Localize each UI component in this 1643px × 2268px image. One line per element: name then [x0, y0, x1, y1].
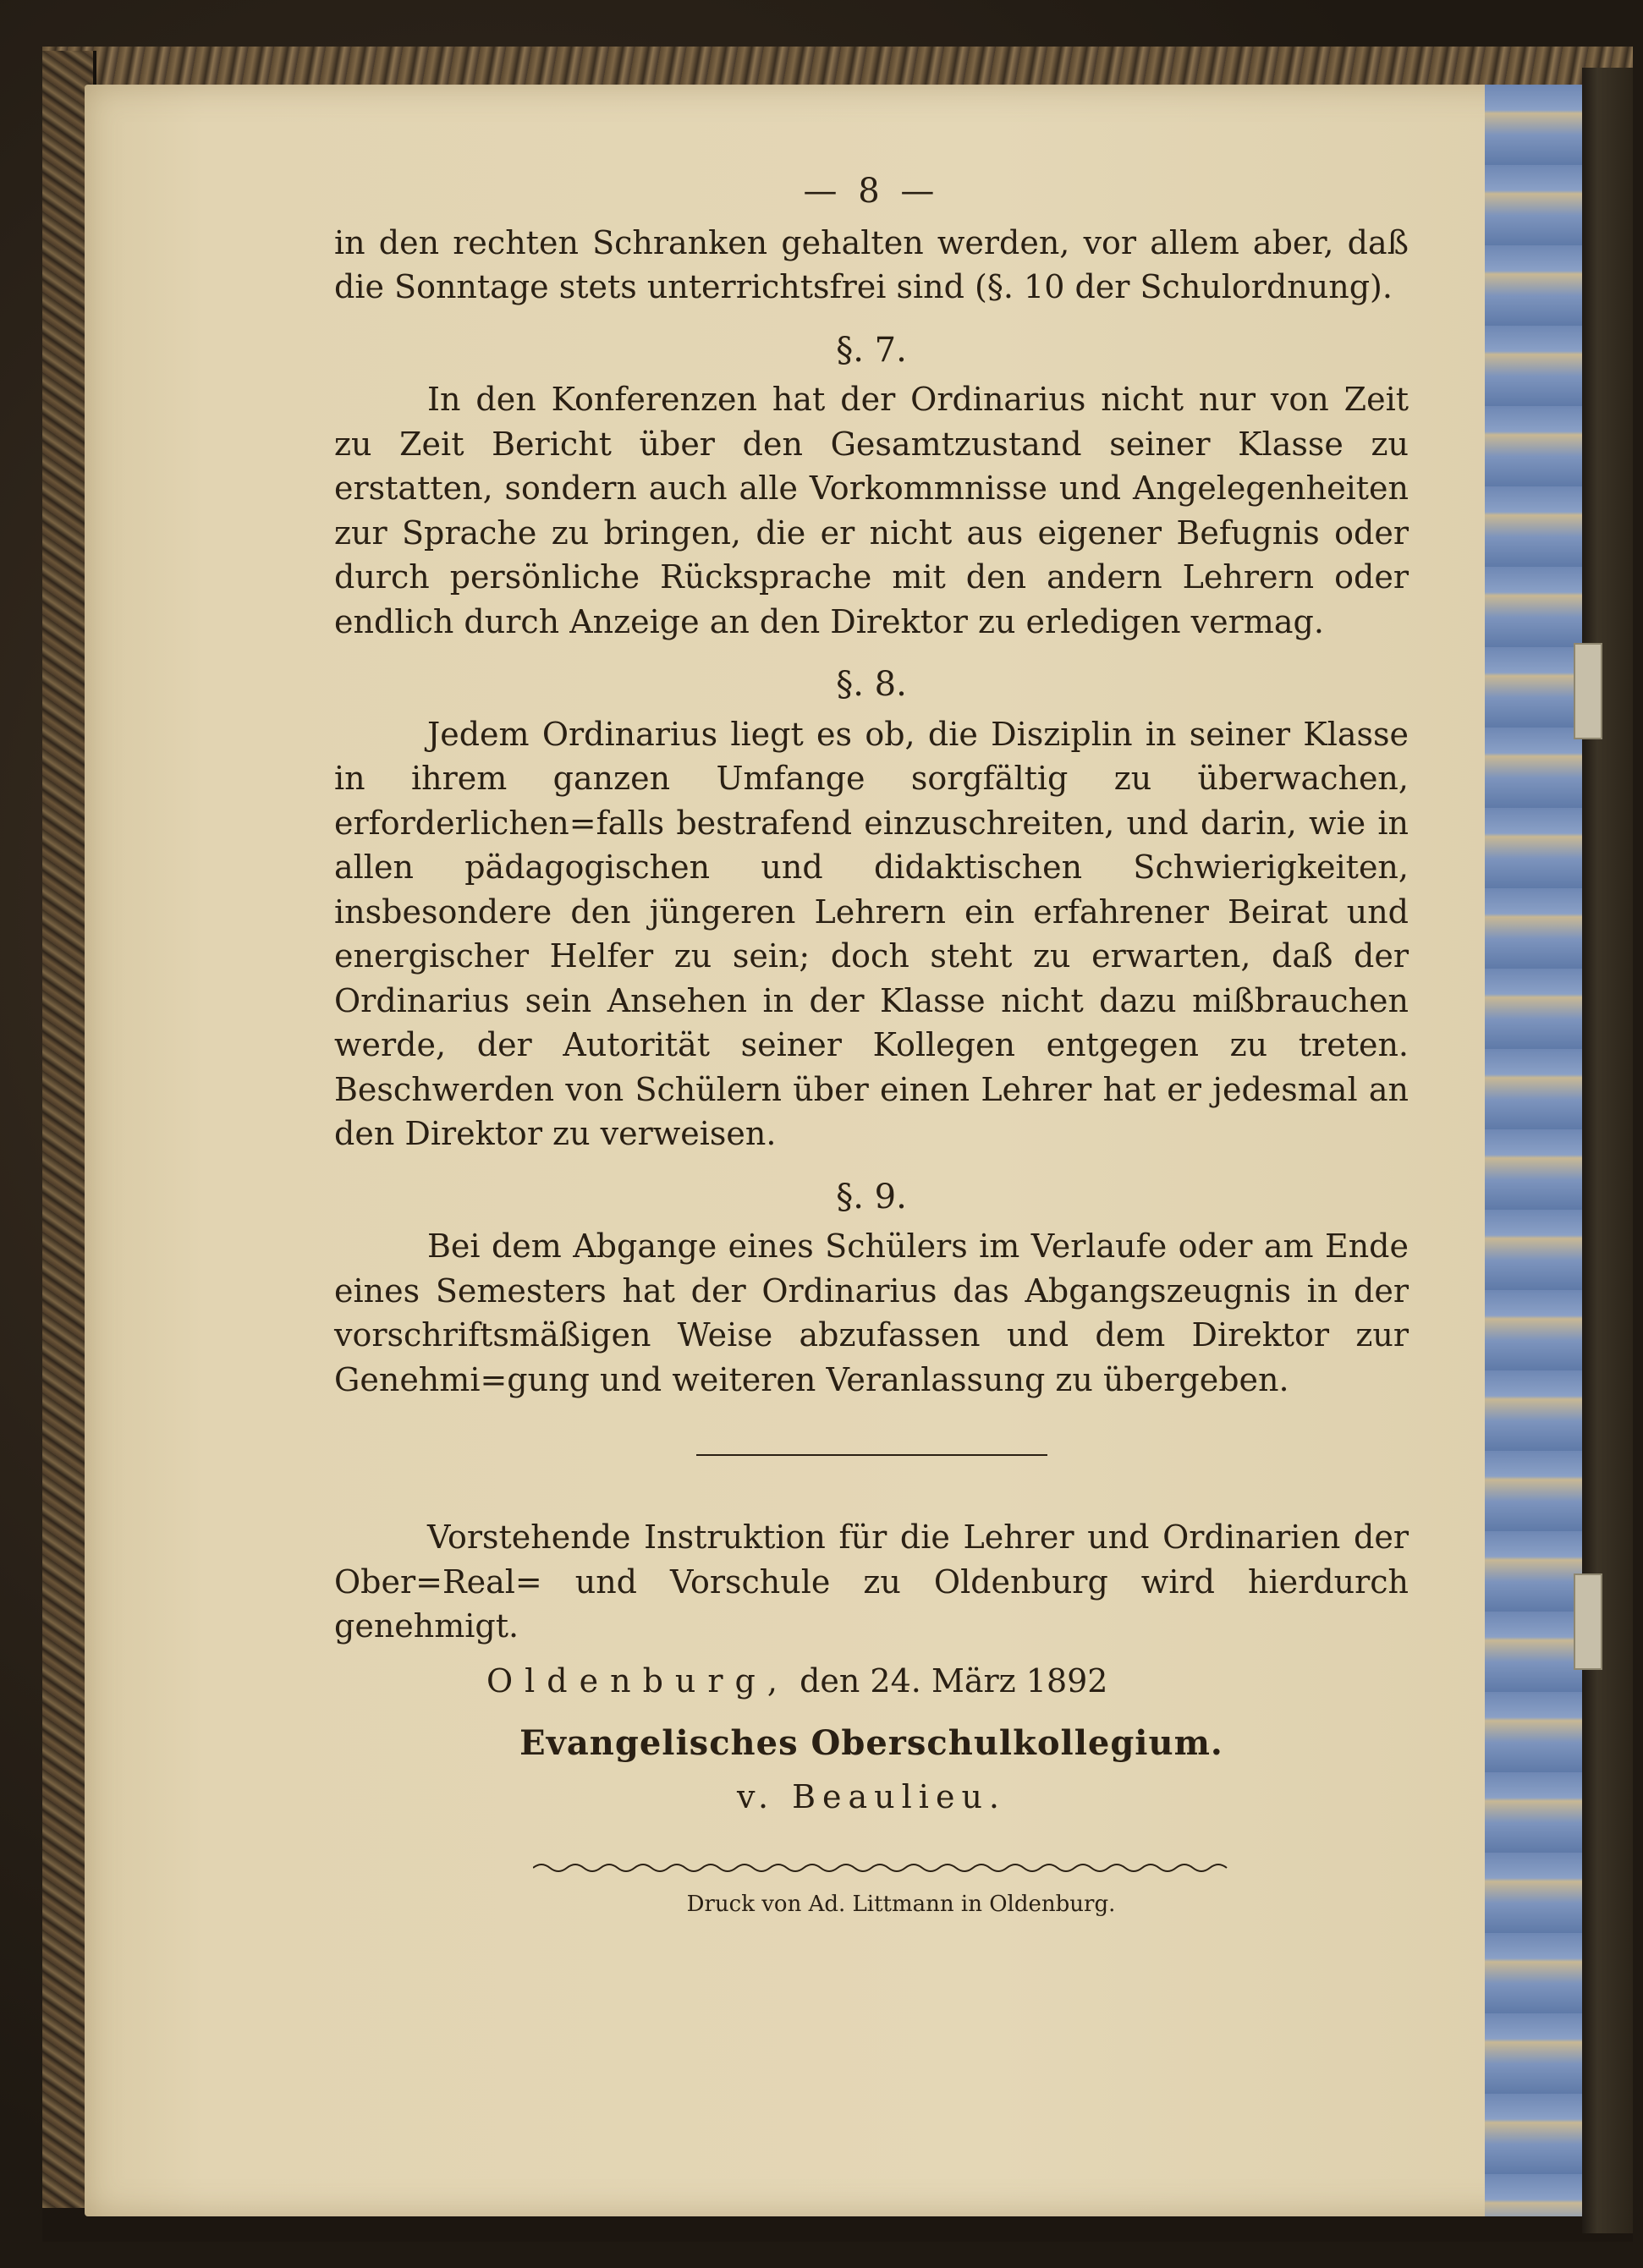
section-heading-7: §. 7.: [836, 330, 907, 370]
book-spine: [1582, 68, 1633, 2233]
printer-imprint: Druck von Ad. Littmann in Oldenburg.: [686, 1891, 1116, 1917]
page-text: [334, 169, 1409, 1919]
section-heading-8: §. 8.: [836, 665, 907, 704]
signature-name: v. Beaulieu.: [736, 1777, 1006, 1815]
continued-paragraph: in den rechten Schranken gehalten werden, vor allem aber, daß die Sonntage stets unterrichtsfrei sind (§. 10 der Schulordnung).: [334, 223, 1409, 305]
binding-tape: [1574, 1573, 1602, 1670]
date: den 24. März 1892: [800, 1661, 1108, 1700]
section-text-8: Jedem Ordinarius liegt es ob, die Disziplin in seiner Klasse in ihrem ganzen Umfange sorgfältig zu überwachen, erforderlichen=falls bestrafend einzuschreiten, und darin, wie in allen pädagogischen und didaktischen Schwierigkeiten, insbesondere den jüngeren Lehrern ein erfahrener Beirat und energischer Helfer zu sein; doch steht zu erwarten, daß der Ordinarius sein Ansehen in der Klasse nicht dazu mißbrauchen werde, der Autorität seiner Kollegen entgegen zu treten. Beschwerden von Schülern über einen Lehrer hat er jedesmal an den Direktor zu verweisen.: [334, 715, 1409, 1152]
wavy-rule: [533, 1861, 1235, 1875]
blue-binding-strip: [1485, 85, 1586, 2216]
approval-text: Vorstehende Instruktion für die Lehrer und Ordinarien der Ober=Real= und Vorschule zu Oldenburg wird hierdurch genehmigt.: [334, 1518, 1409, 1645]
separator-rule: [696, 1454, 1047, 1456]
page-number: — 8 —: [803, 172, 940, 211]
issuing-authority: Evangelisches Oberschulkollegium.: [519, 1723, 1223, 1763]
section-text-7: In den Konferenzen hat der Ordinarius nicht nur von Zeit zu Zeit Bericht über den Gesamtzustand seiner Klasse zu erstatten, sondern auch alle Vorkommnisse und Angelegenheiten zur Sprache zu bringen, die er nicht aus eigener Befugnis oder durch persönliche Rücksprache mit den andern Lehrern oder endlich durch Anzeige an den Direktor zu erledigen vermag.: [334, 381, 1409, 640]
marbled-cover-top: [42, 47, 1633, 89]
section-heading-9: §. 9.: [836, 1177, 907, 1216]
section-text-9: Bei dem Abgange eines Schülers im Verlaufe oder am Ende eines Semesters hat der Ordinarius das Abgangszeugnis in der vorschriftsmäßigen Weise abzufassen und dem Direktor zur Genehmi=gung und weiteren Veranlassung zu übergeben.: [334, 1227, 1409, 1398]
place: Oldenburg,: [486, 1661, 789, 1700]
binding-tape: [1574, 643, 1602, 739]
place-date-line: [334, 1659, 1409, 1704]
